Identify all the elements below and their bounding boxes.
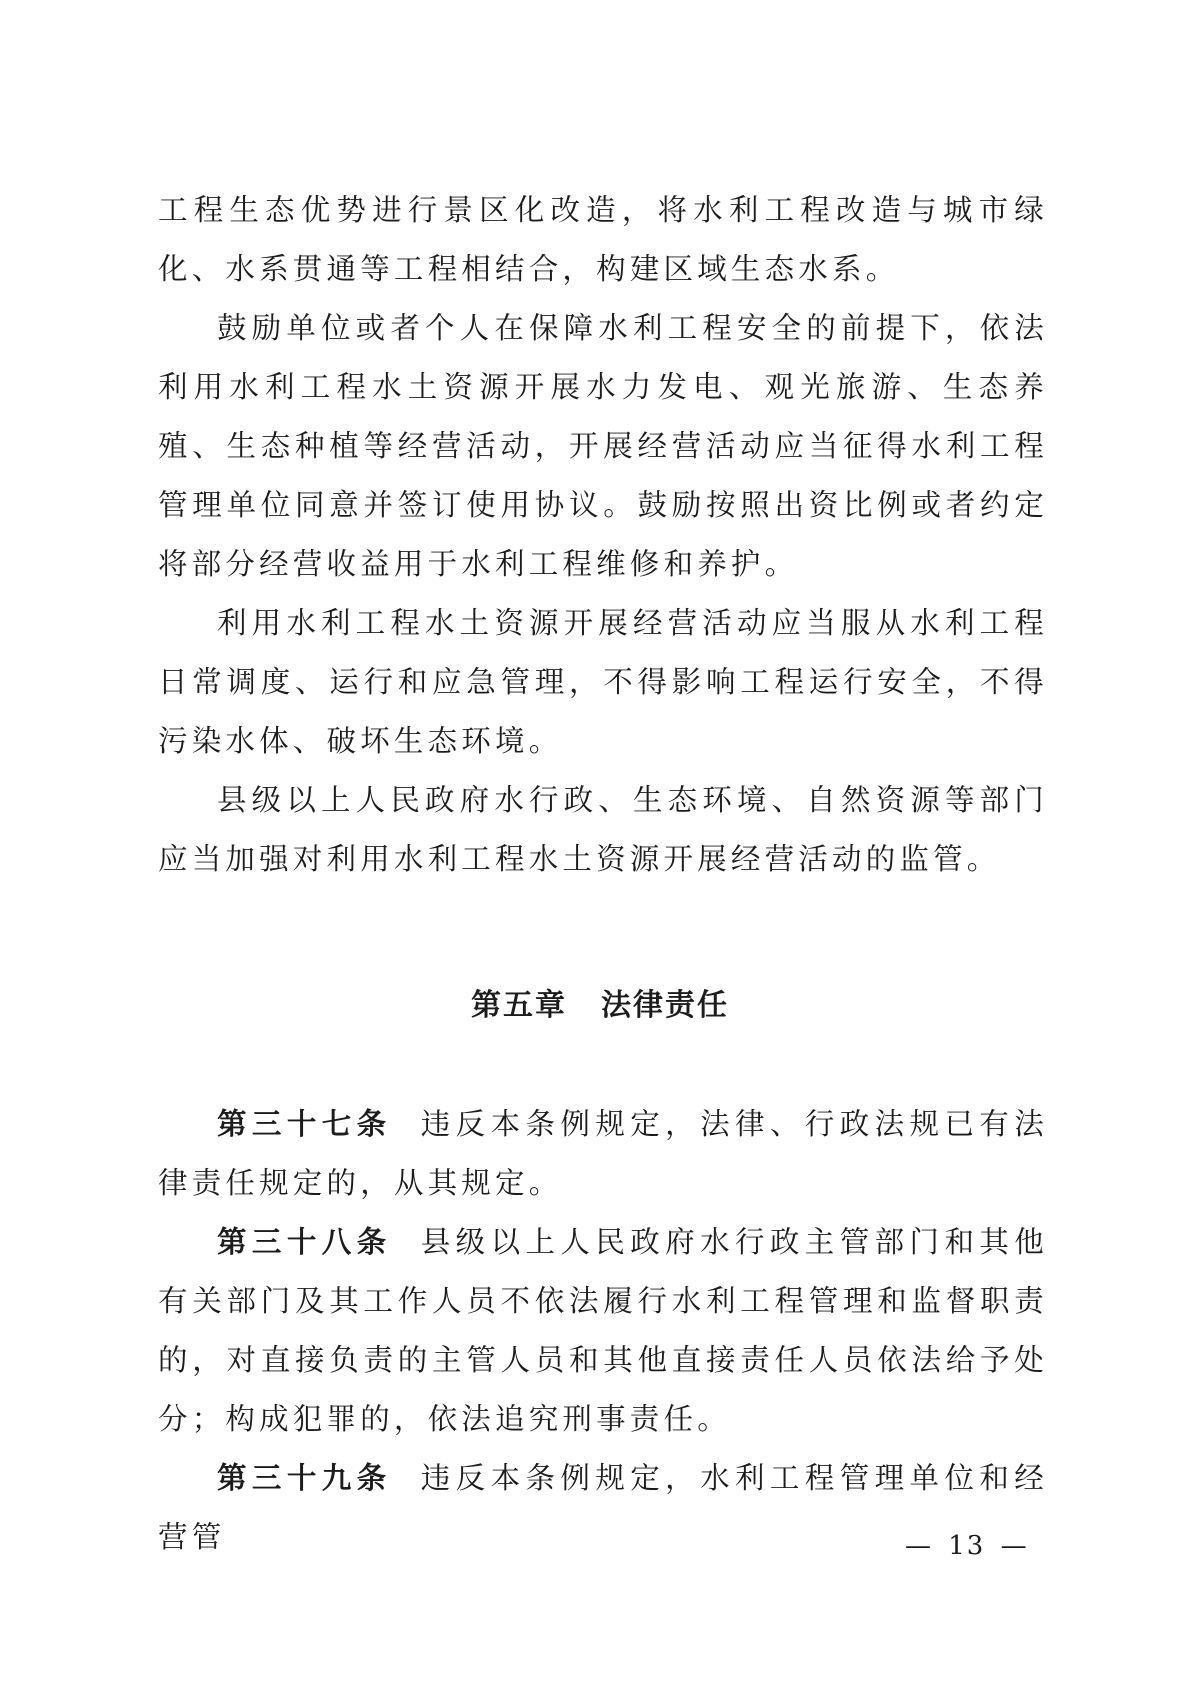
page-number-dash-right: — [1000,1531,1029,1561]
chapter-number: 第五章 [471,988,567,1023]
article-38-text: 县级以上人民政府水行政主管部门和其他有关部门及其工作人员不依法履行水利工程管理和监督职责的，对直接负责的主管人员和其他直接责任人员依法给予处分；构成犯罪的，依法追究刑事责任。 [158,1225,1048,1436]
page-number-value: 13 [948,1531,986,1561]
article-38-label: 第三十八条 [217,1225,392,1259]
paragraph-encourage-operation: 鼓励单位或者个人在保障水利工程安全的前提下，依法利用水利工程水土资源开展水力发电、观光旅游、生态养殖、生态种植等经营活动，开展经营活动应当征得水利工程管理单位同意并签订使用协议。鼓励按照出资比例或者约定将部分经营收益用于水利工程维修和养护。 [158,311,1048,581]
paragraph-supervision: 县级以上人民政府水行政、生态环境、自然资源等部门应当加强对利用水利工程水土资源开展经营活动的监管。 [158,783,1048,876]
chapter-title: 法律责任 [601,988,729,1023]
article-39-label: 第三十九条 [217,1461,392,1495]
paragraph-operation-requirements: 利用水利工程水土资源开展经营活动应当服从水利工程日常调度、运行和应急管理，不得影响工程运行安全，不得污染水体、破坏生态环境。 [158,606,1048,758]
page-number-dash-left: — [905,1531,933,1561]
page-number [900,1526,1050,1566]
paragraph-continuation: 工程生态优势进行景区化改造，将水利工程改造与城市绿化、水系贯通等工程相结合，构建区域生态水系。 [158,193,1048,286]
article-38 [158,1213,1048,1449]
article-37-text: 违反本条例规定，法律、行政法规已有法律责任规定的，从其规定。 [158,1107,1048,1200]
chapter-heading [0,976,1200,1035]
article-39-text: 违反本条例规定，水利工程管理单位和经营管 [158,1461,1048,1554]
article-37-label: 第三十七条 [217,1107,392,1141]
article-37 [158,1095,1048,1213]
